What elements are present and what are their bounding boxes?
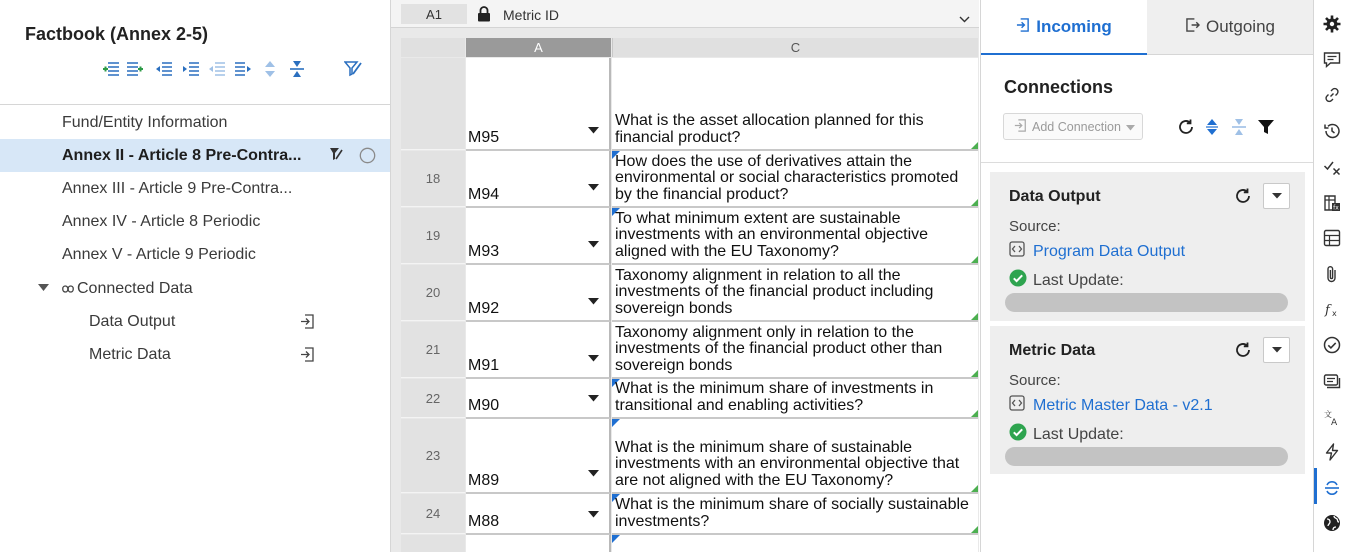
- tree-item-label: Annex III - Article 9 Pre-Contra...: [62, 179, 293, 197]
- link-icon[interactable]: [1322, 85, 1342, 105]
- formula-bar: [391, 0, 979, 28]
- svg-text:f: f: [1325, 303, 1330, 318]
- question-text: Taxonomy alignment in relation to all the investments of the financial product including sovereign bonds: [615, 266, 934, 317]
- question-text: To what minimum extent are sustainable investments with an environmental objective aligned with the EU Taxonomy?: [615, 209, 929, 260]
- question-cell[interactable]: [612, 379, 978, 419]
- spreadsheet-grid: [391, 0, 979, 552]
- nav-divider: [0, 104, 390, 105]
- question-text: Taxonomy alignment only in relation to the investments of the financial product other than sovereign bonds: [615, 323, 943, 374]
- question-cell[interactable]: [612, 494, 978, 535]
- tree-item-annex-iv[interactable]: [0, 205, 390, 238]
- check-circle-icon: [1009, 423, 1027, 446]
- check-circle-icon: [1009, 269, 1027, 292]
- row-header[interactable]: 21: [401, 322, 465, 378]
- comments-icon[interactable]: [1322, 50, 1342, 70]
- gear-icon[interactable]: [1322, 14, 1342, 34]
- dropdown-caret-icon[interactable]: [588, 389, 599, 407]
- table-icon[interactable]: [1322, 228, 1342, 248]
- question-cell[interactable]: [612, 208, 978, 265]
- cell-marker: [971, 485, 978, 492]
- add-connection-icon: [1014, 119, 1027, 135]
- row-header[interactable]: [401, 58, 465, 150]
- last-update-placeholder: [1005, 293, 1288, 312]
- refresh-icon[interactable]: [1234, 341, 1252, 364]
- add-connection-label: Add Connection: [1032, 119, 1121, 134]
- indent-right-icon[interactable]: [234, 60, 252, 78]
- collapse-all-icon: [1229, 117, 1249, 137]
- edit-filter-icon[interactable]: [329, 147, 343, 161]
- tab-incoming[interactable]: [981, 0, 1147, 55]
- metric-id-cell[interactable]: [466, 265, 611, 322]
- metric-id: M88: [468, 513, 500, 530]
- comment-marker: [612, 419, 620, 427]
- source-link[interactable]: [1009, 241, 1185, 262]
- question-cell[interactable]: [612, 58, 978, 151]
- question-text: How does the use of derivatives attain the environmental or social characteristics promoted by the financial product?: [615, 152, 959, 203]
- tree-item-label: Annex IV - Article 8 Periodic: [62, 212, 261, 230]
- column-header-a[interactable]: A: [466, 38, 611, 57]
- dropdown-caret-icon[interactable]: [588, 235, 599, 253]
- filter-icon[interactable]: [1256, 117, 1276, 137]
- caret-down-icon[interactable]: [38, 284, 49, 292]
- dropdown-caret-icon[interactable]: [588, 178, 599, 196]
- tree-item-label: Annex II - Article 8 Pre-Contra...: [62, 146, 302, 164]
- metric-id-cell[interactable]: [466, 322, 611, 379]
- tree-item-annex-v[interactable]: [0, 238, 390, 271]
- row-header[interactable]: 22: [401, 379, 465, 418]
- approve-reject-icon[interactable]: [1322, 157, 1342, 177]
- add-sheet-below-icon[interactable]: [126, 60, 144, 78]
- metric-id-cell[interactable]: [466, 494, 611, 535]
- globe-icon[interactable]: [1322, 513, 1342, 533]
- question-cell[interactable]: [612, 151, 978, 208]
- refresh-icon[interactable]: [1234, 187, 1252, 210]
- last-update-label: Last Update:: [1033, 271, 1124, 289]
- metric-id-cell[interactable]: [466, 379, 611, 419]
- question-text: What is the minimum share of sustainable investments with an environmental objective that are not aligned with the EU Taxonomy?: [615, 438, 960, 489]
- dropdown-caret-icon[interactable]: [588, 292, 599, 310]
- collapse-all-icon[interactable]: [288, 60, 306, 78]
- tree-item-label: Metric Data: [89, 345, 171, 363]
- metric-id: M90: [468, 397, 500, 414]
- row-header[interactable]: 18: [401, 151, 465, 207]
- add-sheet-above-icon[interactable]: [102, 60, 120, 78]
- indent-left-icon[interactable]: [155, 60, 173, 78]
- last-update-label: Last Update:: [1033, 425, 1124, 443]
- history-icon[interactable]: [1322, 121, 1342, 141]
- code-file-icon: [1009, 241, 1025, 262]
- connection-title: Metric Data: [1009, 342, 1096, 359]
- source-link-text: Program Data Output: [1033, 242, 1186, 260]
- connection-menu-button[interactable]: [1263, 337, 1290, 363]
- tab-outgoing[interactable]: [1147, 0, 1314, 55]
- connection-title: Data Output: [1009, 188, 1101, 205]
- row-header[interactable]: 23: [401, 419, 465, 493]
- row-header[interactable]: 19: [401, 208, 465, 264]
- expand-all-icon: [261, 60, 279, 78]
- source-link[interactable]: [1009, 395, 1213, 416]
- tree-item-annex-iii[interactable]: [0, 172, 390, 205]
- right-icon-rail: [1313, 0, 1350, 552]
- cards-icon[interactable]: [1322, 371, 1342, 391]
- last-update-row: [1009, 423, 1124, 446]
- row-header[interactable]: 20: [401, 265, 465, 321]
- metric-id: M95: [468, 129, 500, 146]
- tree-item-label: Data Output: [89, 312, 176, 330]
- metric-id-cell[interactable]: [466, 151, 611, 208]
- dropdown-caret-icon[interactable]: [588, 505, 599, 523]
- dropdown-caret-icon[interactable]: [588, 349, 599, 367]
- outgoing-icon: [1186, 17, 1200, 37]
- source-label: Source:: [1009, 372, 1061, 389]
- tree-item-label: Fund/Entity Information: [62, 113, 228, 131]
- check-circle-icon[interactable]: [1322, 335, 1342, 355]
- tree-item-label: Connected Data: [77, 279, 193, 297]
- question-cell[interactable]: [612, 322, 978, 379]
- formula-value[interactable]: Metric ID: [503, 7, 559, 23]
- cell-reference-box[interactable]: A1: [401, 4, 467, 24]
- svg-text:A: A: [1331, 418, 1338, 426]
- cell-marker: [971, 142, 978, 149]
- tree-item-connected-data[interactable]: [0, 272, 390, 305]
- comment-marker: [612, 535, 620, 543]
- formula-sheet-icon[interactable]: [1322, 193, 1342, 213]
- tree-item-data-output[interactable]: [0, 305, 390, 338]
- question-cell[interactable]: [612, 265, 978, 322]
- add-connection-button[interactable]: [1003, 113, 1143, 140]
- dropdown-caret-icon[interactable]: [588, 121, 599, 139]
- connection-card-data-output: [990, 172, 1305, 321]
- attachment-icon[interactable]: [1322, 264, 1342, 284]
- tree-item-annex-ii[interactable]: [0, 139, 390, 172]
- lock-icon: [477, 6, 491, 27]
- code-file-icon: [1009, 395, 1025, 416]
- tab-label: Incoming: [1036, 16, 1112, 36]
- connections-icon[interactable]: [1322, 478, 1342, 498]
- metric-id: M89: [468, 472, 500, 489]
- active-rail-indicator: [1314, 468, 1317, 504]
- connection-card-metric-data: [990, 326, 1305, 474]
- question-text: What is the minimum share of socially sustainable investments?: [615, 496, 969, 530]
- metric-id-cell[interactable]: [466, 419, 611, 494]
- filter-edit-icon[interactable]: [344, 60, 362, 78]
- panel-divider: [981, 162, 1314, 163]
- metric-id-cell[interactable]: [466, 58, 611, 151]
- metric-id-cell[interactable]: [466, 208, 611, 265]
- dropdown-caret-icon[interactable]: [588, 464, 599, 482]
- grid-corner[interactable]: [401, 38, 465, 57]
- metric-id: M93: [468, 243, 500, 260]
- cell-marker: [971, 370, 978, 377]
- column-header-c[interactable]: C: [612, 38, 978, 57]
- caret-down-icon: [1126, 120, 1135, 134]
- question-cell[interactable]: [612, 419, 978, 494]
- outdent-icon[interactable]: [182, 60, 200, 78]
- svg-text:fx: fx: [1333, 204, 1339, 212]
- navigation-pane: [0, 0, 391, 552]
- source-label: Source:: [1009, 218, 1061, 235]
- tree-item-fund-entity[interactable]: [0, 106, 390, 139]
- cell-marker: [971, 526, 978, 533]
- connections-heading: Connections: [1004, 77, 1114, 97]
- expand-all-icon[interactable]: [1202, 117, 1222, 137]
- row-header[interactable]: 24: [401, 494, 465, 534]
- last-update-placeholder: [1005, 447, 1288, 466]
- chevron-down-icon[interactable]: [959, 10, 970, 28]
- tab-label: Outgoing: [1206, 17, 1275, 36]
- lightning-icon[interactable]: [1322, 442, 1342, 462]
- workbook-title: Factbook (Annex 2-5): [25, 24, 209, 44]
- last-update-row: [1009, 269, 1124, 292]
- cell-marker: [971, 410, 978, 417]
- metric-id: M94: [468, 186, 500, 203]
- nav-toolbar: [102, 60, 372, 80]
- row-header[interactable]: [401, 535, 465, 552]
- tree-item-metric-data[interactable]: [0, 338, 390, 371]
- svg-text:文: 文: [1324, 410, 1332, 419]
- question-text: What is the asset allocation planned for this financial product?: [615, 112, 924, 146]
- tree-item-label: Annex V - Article 9 Periodic: [62, 245, 256, 263]
- metric-id-cell[interactable]: [466, 535, 611, 552]
- function-icon[interactable]: [1322, 300, 1342, 320]
- cell-marker: [971, 256, 978, 263]
- source-link-text: Metric Master Data - v2.1: [1033, 396, 1213, 414]
- indent-disabled-icon: [208, 60, 226, 78]
- cell-marker: [971, 313, 978, 320]
- question-cell[interactable]: [612, 535, 978, 552]
- incoming-connection-icon: [300, 314, 315, 329]
- incoming-icon: [1016, 17, 1030, 37]
- incoming-connection-icon: [300, 347, 315, 362]
- link-chain-icon: [62, 283, 74, 295]
- connection-menu-button[interactable]: [1263, 183, 1290, 209]
- status-circle-icon[interactable]: [359, 147, 376, 164]
- metric-id: M91: [468, 357, 500, 374]
- cell-marker: [971, 199, 978, 206]
- refresh-icon[interactable]: [1176, 117, 1196, 137]
- translate-icon[interactable]: [1322, 407, 1342, 427]
- metric-id: M92: [468, 300, 500, 317]
- question-text: What is the minimum share of investments in transitional and enabling activities?: [615, 380, 934, 414]
- connections-panel: [980, 0, 1313, 552]
- svg-text:x: x: [1332, 309, 1337, 318]
